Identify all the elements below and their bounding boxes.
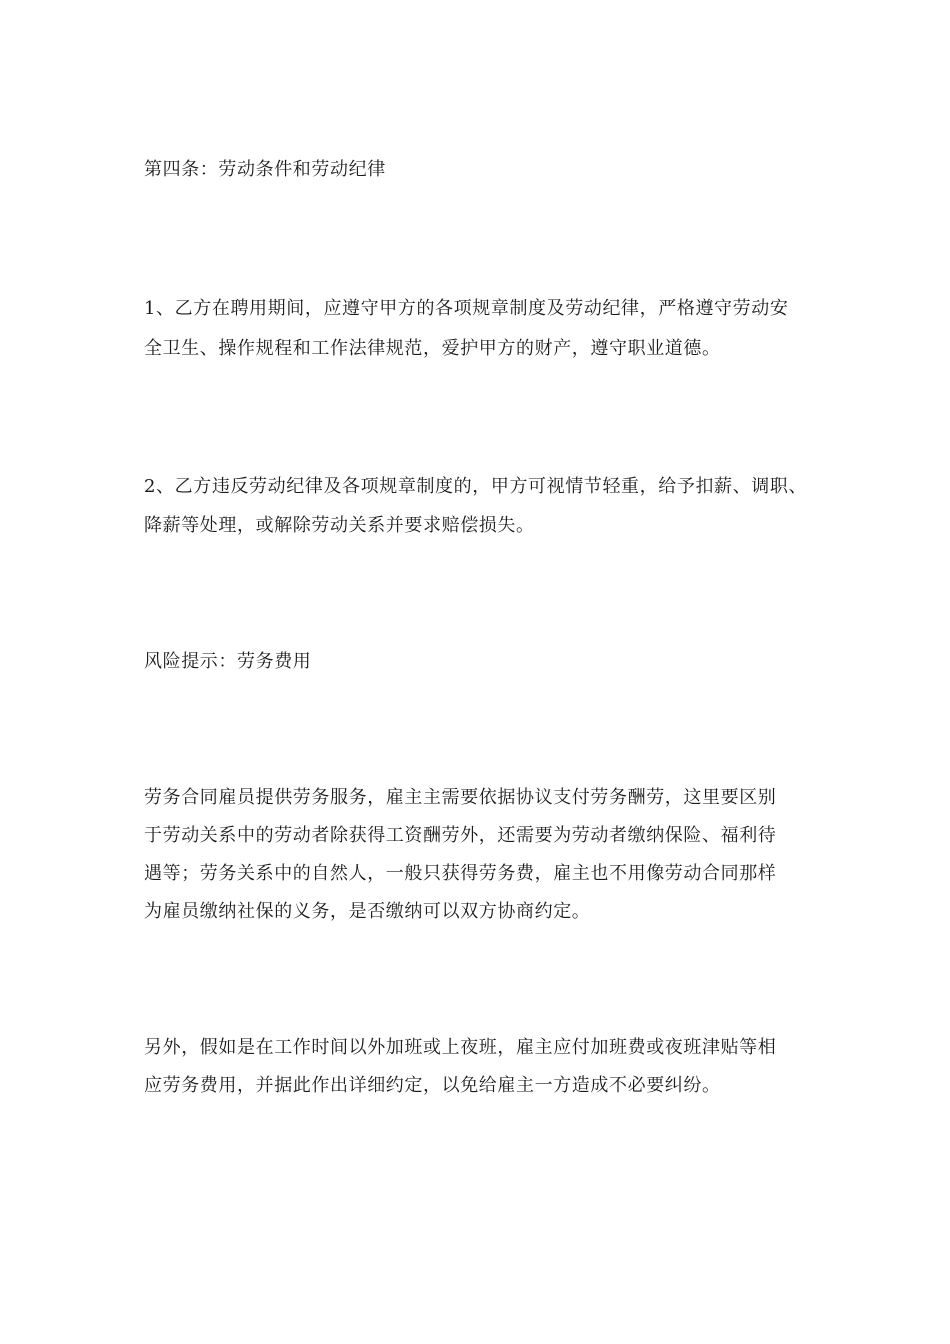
paragraph-3-line-2: 于劳动关系中的劳动者除获得工资酬劳外，还需要为劳动者缴纳保险、福利待	[144, 825, 777, 846]
paragraph-3-line-1: 劳务合同雇员提供劳务服务，雇主主需要依据协议支付劳务酬劳，这里要区别	[144, 787, 777, 808]
heading-article-4: 第四条：劳动条件和劳动纪律	[144, 159, 386, 180]
paragraph-3-line-3: 遇等；劳务关系中的自然人，一般只获得劳务费，雇主也不用像劳动合同那样	[144, 863, 777, 884]
paragraph-2-line-2: 降薪等处理，或解除劳动关系并要求赔偿损失。	[144, 515, 535, 536]
paragraph-4-line-1: 另外，假如是在工作时间以外加班或上夜班，雇主应付加班费或夜班津贴等相	[144, 1037, 777, 1058]
paragraph-1-line-2: 全卫生、操作规程和工作法律规范，爱护甲方的财产，遵守职业道德。	[144, 338, 721, 359]
paragraph-3-line-4: 为雇员缴纳社保的义务，是否缴纳可以双方协商约定。	[144, 901, 591, 922]
paragraph-1-line-1: 1、乙方在聘用期间，应遵守甲方的各项规章制度及劳动纪律，严格遵守劳动安	[144, 298, 789, 319]
heading-risk-notice: 风险提示：劳务费用	[144, 651, 312, 672]
paragraph-2-line-1: 2、乙方违反劳动纪律及各项规章制度的，甲方可视情节轻重，给予扣薪、调职、	[144, 476, 808, 497]
paragraph-4-line-2: 应劳务费用，并据此作出详细约定，以免给雇主一方造成不必要纠纷。	[144, 1075, 721, 1096]
